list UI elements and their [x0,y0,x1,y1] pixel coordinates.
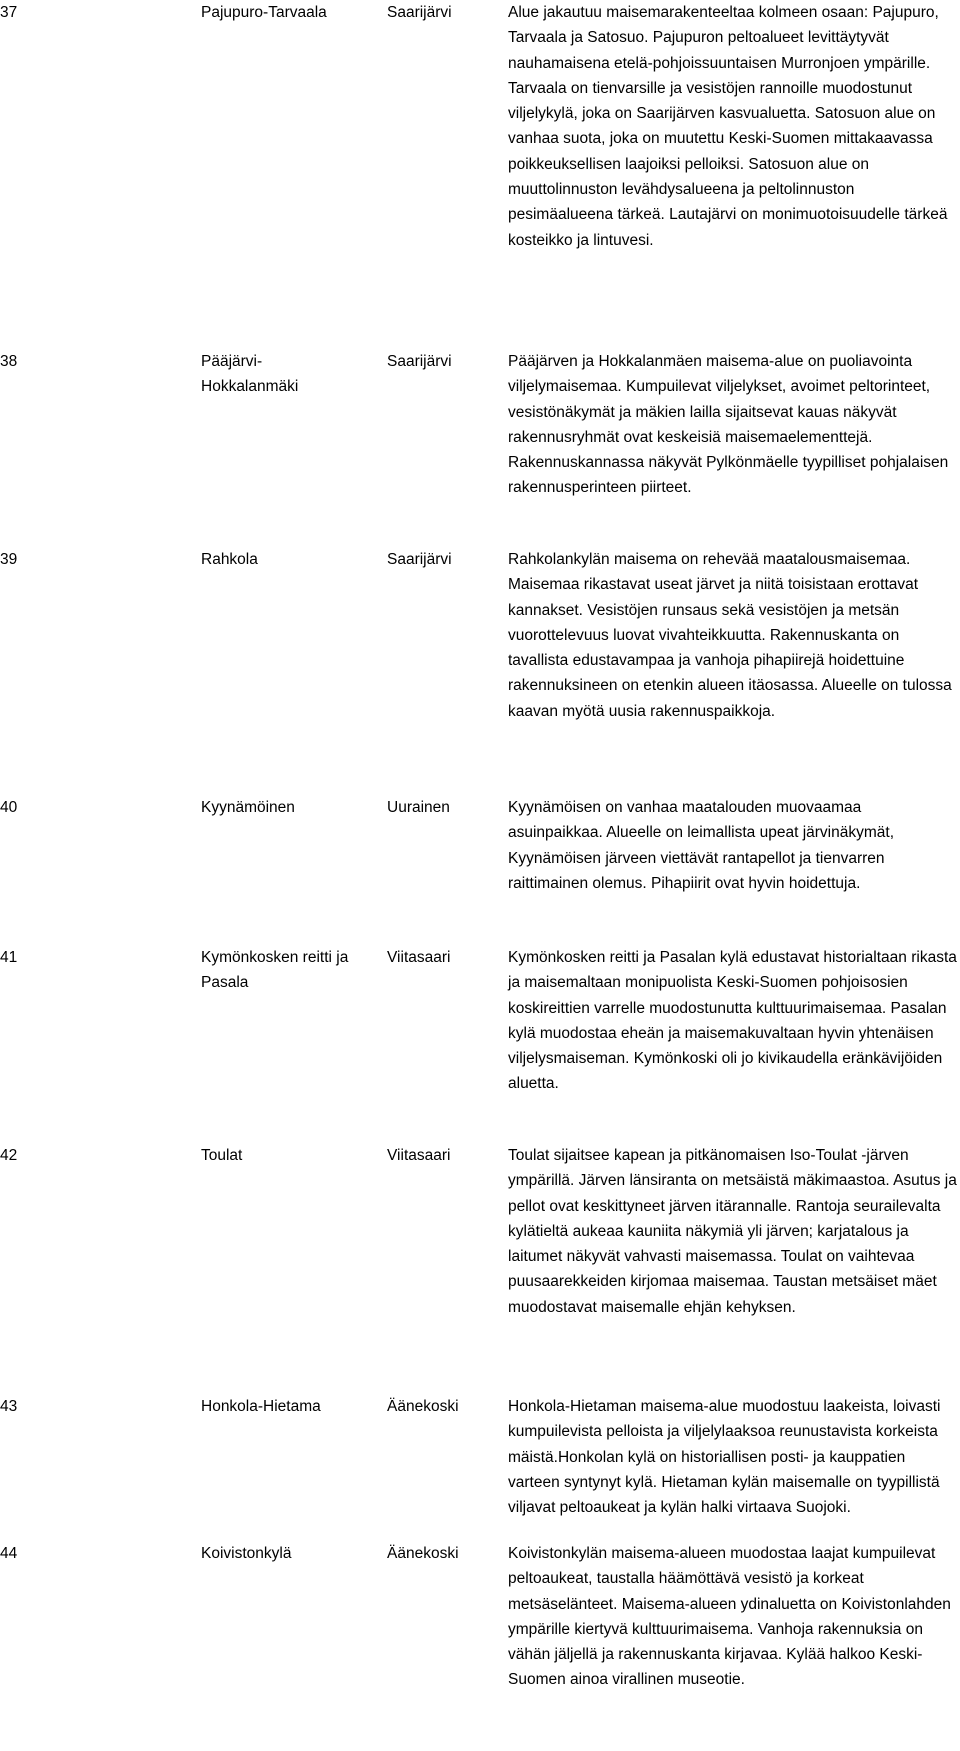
municipality: Viitasaari [387,1147,451,1164]
area-description: Kyynämöisen on vanhaa maatalouden muovaamaa asuinpaikkaa. Alueelle on leimallista upeat järvinäkymät, Kyynämöisen järveen viettävät rantapellot ja tienvarren raittimainen olemus. Pihapiirit ovat hyvin hoidettuja. [508,799,894,892]
row-number: 42 [0,1147,18,1164]
municipality: Viitasaari [387,949,451,966]
municipality: Saarijärvi [387,353,452,370]
area-description: Pääjärven ja Hokkalanmäen maisema-alue on puoliavointa viljelymaisemaa. Kumpuilevat viljelykset, avoimet peltorinteet, vesistönäkymät ja mäkien lailla sijaitsevat kauas näkyvät rakennusryhmät ovat keskeisiä maisemaelementtejä. Rakennuskannassa näkyvät Pylkönmäelle tyypilliset pohjalaisen rakennusperinteen piirteet. [508,353,949,497]
area-description: Alue jakautuu maisemarakenteeltaa kolmeen osaan: Pajupuro, Tarvaala ja Satosuo. Pajupuron peltoalueet levittäytyvät nauhamaisena etelä-pohjoissuuntaisen Murronjoen ympärille. Tarvaala on tienvarsille ja vesistöjen rannoille muodostunut viljelykylä, joka on Saarijärven kasvualuetta. Satosuon alue on vanhaa suota, joka on muutettu Keski-Suomen mittakaavassa poikkeuksellisen laajoiksi pelloiksi. Satosuon alue on muuttolinnuston levähdysalueena ja peltolinnuston pesimäalueena tärkeä. Lautajärvi on monimuotoisuudelle tärkeä kosteikko ja lintuvesi. [508,4,948,249]
area-name: Kyynämöinen [201,799,295,816]
row-number: 39 [0,551,18,568]
area-name: Rahkola [201,551,258,568]
area-name: Toulat [201,1147,243,1164]
row-number: 44 [0,1545,18,1562]
area-description: Koivistonkylän maisema-alueen muodostaa laajat kumpuilevat peltoaukeat, taustalla häämöttävä vesistö ja korkeat metsäselänteet. Maisema-alueen ydinaluetta on Koivistonlahden ympärille kiertyvä kulttuurimaisema. Vanhoja rakennuksia on vähän jäljellä ja rakennuskanta kirjavaa. Kylää halkoo Keski-Suomen ainoa virallinen museotie. [508,1545,951,1689]
row-number: 43 [0,1398,18,1415]
area-description: Toulat sijaitsee kapean ja pitkänomaisen Iso-Toulat -järven ympärillä. Järven länsiranta on metsäistä mäkimaastoa. Asutus ja pellot ovat keskittyneet järven itärannalle. Rantoja seurailevalta kylätieltä aukeaa kauniita näkymiä yli järven; karjatalous ja laitumet näkyvät vahvasti maisemassa. Toulat on vaihtevaa puusaarekkeiden kirjomaa maisemaa. Taustan metsäiset mäet muodostavat maisemalle ehjän kehyksen. [508,1147,957,1316]
area-name: Honkola-Hietama [201,1398,321,1415]
municipality: Äänekoski [387,1545,459,1562]
municipality: Saarijärvi [387,551,452,568]
municipality: Uurainen [387,799,450,816]
area-name: Kymönkosken reitti ja Pasala [201,949,349,991]
row-number: 38 [0,353,18,370]
municipality: Saarijärvi [387,4,452,21]
row-number: 40 [0,799,18,816]
municipality: Äänekoski [387,1398,459,1415]
area-name: Pääjärvi-Hokkalanmäki [201,353,299,395]
area-name: Koivistonkylä [201,1545,292,1562]
row-number: 37 [0,4,18,21]
area-description: Kymönkosken reitti ja Pasalan kylä edustavat historialtaan rikasta ja maisemaltaan monipuolista Keski-Suomen pohjoisosien koskireittien varrelle muodostunutta kulttuurimaisemaa. Pasalan kylä muodostaa eheän ja maisemakuvaltaan hyvin yhtenäisen viljelysmaiseman. Kymönkoski oli jo kivikaudella eränkävijöiden aluetta. [508,949,957,1093]
row-number: 41 [0,949,18,966]
area-name: Pajupuro-Tarvaala [201,4,327,21]
area-description: Honkola-Hietaman maisema-alue muodostuu laakeista, loivasti kumpuilevista pelloista ja viljelylaaksoa reunustavista korkeista mäistä.Honkolan kylä on historiallisen posti- ja kauppatien varteen syntynyt kylä. Hietaman kylän maisemalle on tyypillistä viljavat peltoaukeat ja kylän halki virtaava Suojoki. [508,1398,941,1517]
area-description: Rahkolankylän maisema on rehevää maatalousmaisemaa. Maisemaa rikastavat useat järvet ja niitä toisistaan erottavat kannakset. Vesistöjen runsaus sekä vesistöjen ja metsän vuorottelevuus luovat vivahteikkuutta. Rakennuskanta on tavallista edustavampaa ja vanhoja pihapiirejä hoidettuine rakennuksineen on etenkin alueen itäosassa. Alueelle on tulossa kaavan myötä uusia rakennuspaikkoja. [508,551,952,720]
